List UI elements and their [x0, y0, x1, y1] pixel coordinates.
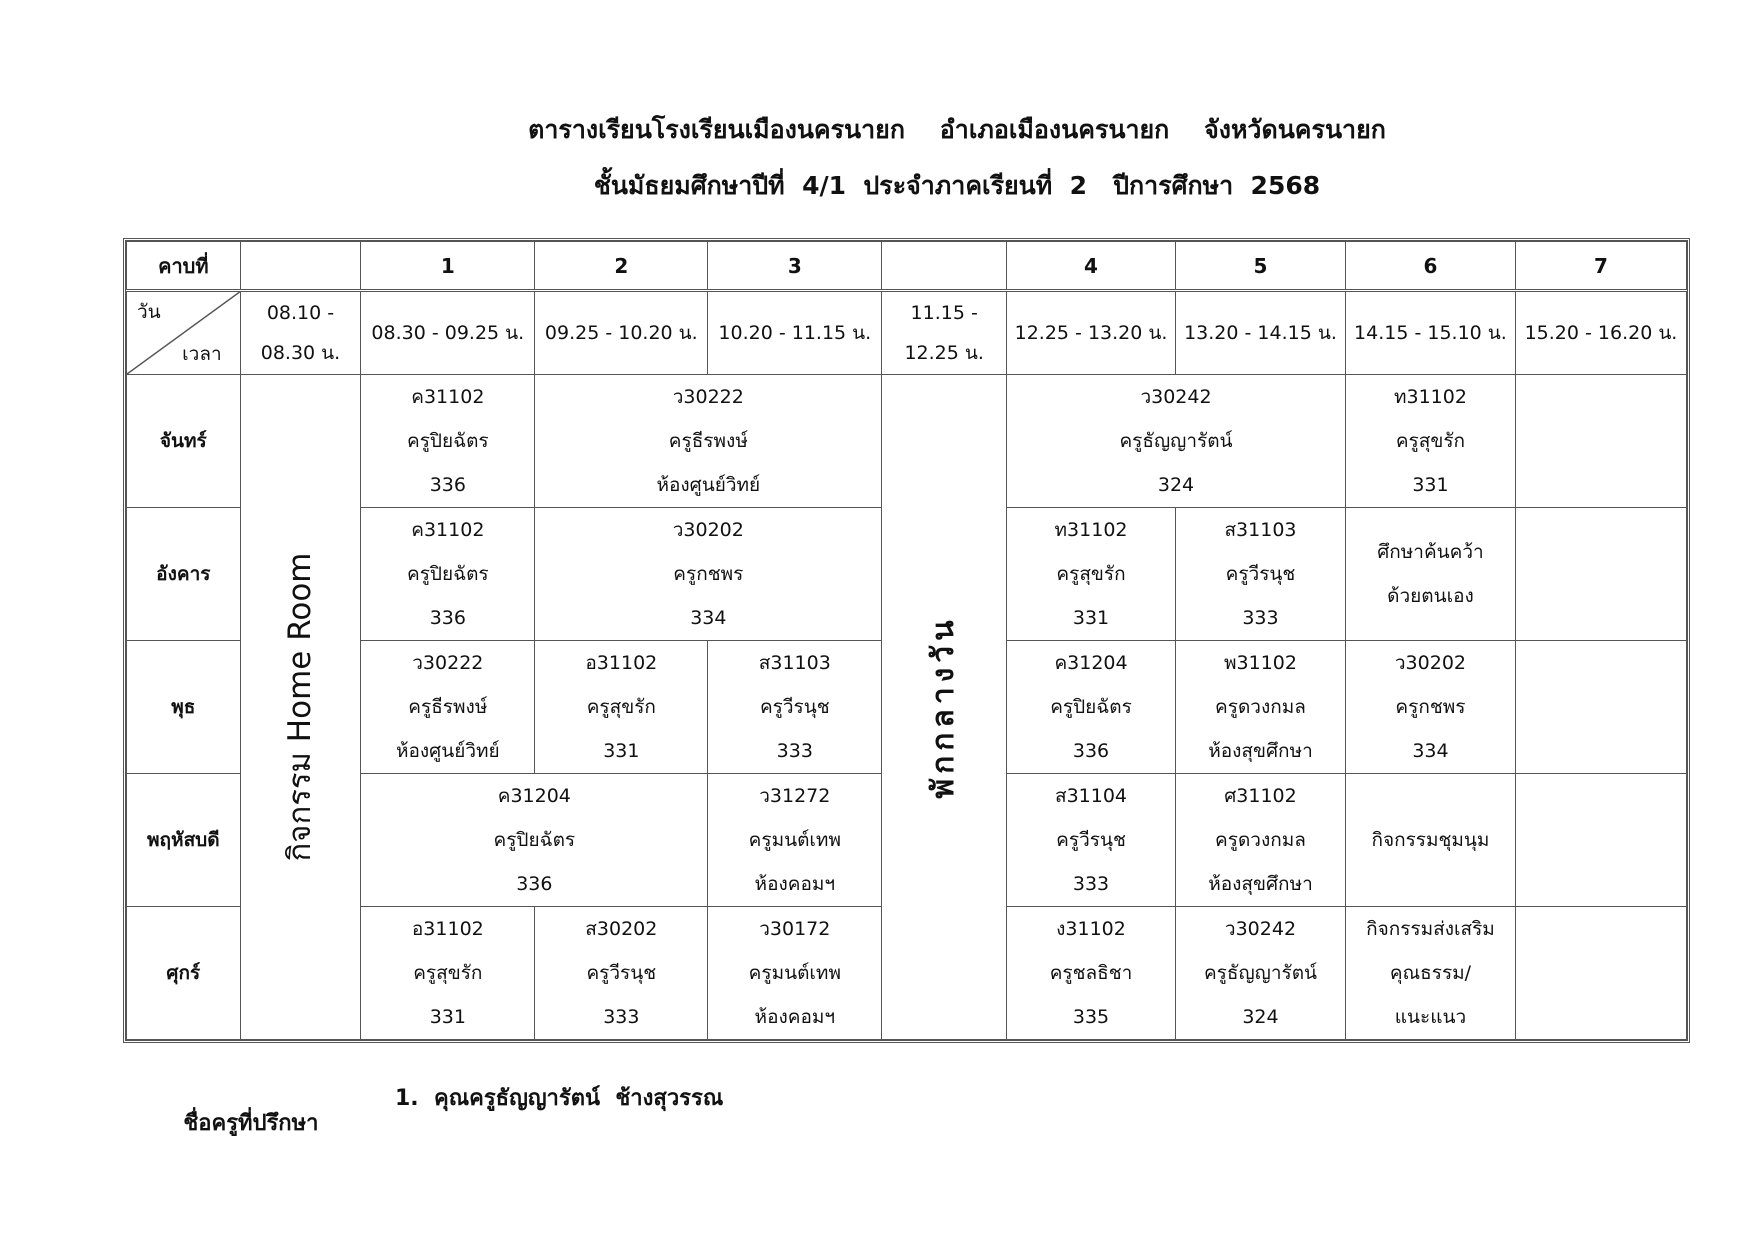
homeroom-time [240, 291, 361, 375]
subject-code: ง31102 [1056, 918, 1126, 940]
advisor-label: ชื่อครูที่ปรึกษา [183, 1111, 319, 1136]
class-cell [708, 641, 882, 774]
class-cell [1007, 375, 1346, 508]
room: 336 [516, 873, 553, 895]
subject-code: ส31103 [758, 652, 831, 674]
subject-code: อ31102 [585, 652, 658, 674]
room: ห้องสุขศึกษา [1208, 740, 1313, 762]
teacher: ครูปิยฉัตร [407, 430, 489, 452]
teacher: ครูกชพร [673, 563, 744, 585]
period-time: 15.20 - 16.20 น. [1515, 291, 1686, 375]
subject-code: ว30242 [1224, 918, 1297, 940]
period-number: 6 [1345, 242, 1515, 291]
time-label: เวลา [182, 343, 222, 365]
room: 333 [603, 1006, 640, 1028]
teacher: ครูวีรนุช [1056, 829, 1126, 851]
period-time: 10.20 - 11.15 น. [708, 291, 882, 375]
period-time: 13.20 - 14.15 น. [1176, 291, 1346, 375]
period-time: 12.25 - 13.20 น. [1007, 291, 1176, 375]
teacher: ครูชลธิชา [1049, 962, 1133, 984]
timetable [126, 241, 1687, 1040]
class-cell [1176, 641, 1346, 774]
subject-code: ค31102 [411, 519, 485, 541]
teacher: ครูสุขรัก [1056, 563, 1126, 585]
class-cell [1345, 375, 1515, 508]
period-time: 08.30 - 09.25 น. [361, 291, 535, 375]
teacher: ครูธัญญารัตน์ [1119, 430, 1233, 452]
day-name: พุธ [127, 641, 241, 774]
subject-code: ว30202 [672, 519, 744, 541]
teacher: ครูปิยฉัตร [407, 563, 489, 585]
time-line: 08.10 - [266, 302, 335, 324]
teacher: ครูวีรนุช [1225, 563, 1296, 585]
empty-cell [1515, 508, 1686, 641]
room: 333 [1242, 607, 1279, 629]
class-cell [1007, 774, 1176, 907]
day-label: วัน [137, 301, 161, 323]
room: 334 [1412, 740, 1449, 762]
advisor-section [168, 1080, 724, 1165]
teacher: ครูดวงกมล [1215, 696, 1306, 718]
period-number: 1 [361, 242, 535, 291]
time-line: 08.30 น. [260, 342, 341, 364]
time-row [127, 291, 1687, 375]
teacher: ครูธีรพงษ์ [408, 696, 488, 718]
subject-code: ค31204 [1054, 652, 1128, 674]
period-label: คาบที่ [127, 242, 241, 291]
day-name: ศุกร์ [127, 907, 241, 1040]
room: ห้องศูนย์วิทย์ [656, 474, 761, 496]
day-time-corner [127, 291, 241, 375]
subject-code: ว30242 [1140, 386, 1212, 408]
room: 336 [1072, 740, 1110, 762]
class-cell [361, 774, 708, 907]
room: 336 [429, 607, 466, 629]
empty-cell [1515, 641, 1686, 774]
class-cell [1345, 907, 1515, 1040]
activity-line: กิจกรรมชุมนุม [1371, 829, 1490, 851]
lunch-cell [882, 375, 1007, 1040]
teacher: ครูวีรนุช [759, 696, 830, 718]
day-name: อังคาร [127, 508, 241, 641]
period-time: 09.25 - 10.20 น. [535, 291, 708, 375]
subject-code: ว31272 [759, 785, 831, 807]
subject-code: พ31102 [1224, 652, 1297, 674]
lunch-header-cell [882, 242, 1007, 291]
teacher: ครูปิยฉัตร [1050, 696, 1132, 718]
activity-line: ด้วยตนเอง [1387, 585, 1474, 607]
period-number: 4 [1007, 242, 1176, 291]
class-cell [361, 375, 535, 508]
room: 333 [1072, 873, 1110, 895]
class-cell [535, 907, 708, 1040]
day-row-monday [127, 375, 1687, 508]
class-cell [1345, 508, 1515, 641]
subject-code: ว30222 [672, 386, 744, 408]
subject-code: ส30202 [585, 918, 658, 940]
room: ห้องคอมฯ [754, 873, 836, 895]
room: 331 [1072, 607, 1110, 629]
class-cell [361, 641, 535, 774]
teacher: ครูดวงกมล [1215, 829, 1306, 851]
time-line: 11.15 - [910, 302, 978, 324]
class-cell [708, 774, 882, 907]
period-time: 14.15 - 15.10 น. [1345, 291, 1515, 375]
class-cell [1176, 907, 1346, 1040]
empty-cell [1515, 907, 1686, 1040]
class-cell [361, 508, 535, 641]
class-cell [1176, 508, 1346, 641]
subject-code: ว30172 [759, 918, 831, 940]
class-cell [1007, 907, 1176, 1040]
subject-code: ท31102 [1054, 519, 1128, 541]
teacher: ครูมนต์เทพ [748, 962, 841, 984]
empty-cell [1515, 375, 1686, 508]
teacher: ครูสุขรัก [1395, 430, 1466, 452]
room: ห้องคอมฯ [754, 1006, 836, 1028]
subject-code: ว30202 [1394, 652, 1467, 674]
room: 333 [776, 740, 813, 762]
class-cell [535, 375, 882, 508]
room: 331 [603, 740, 640, 762]
room: 334 [690, 607, 727, 629]
teacher: ครูมนต์เทพ [748, 829, 841, 851]
day-name: จันทร์ [127, 375, 241, 508]
period-header-row [127, 242, 1687, 291]
class-cell [1345, 774, 1515, 907]
subject-code: อ31102 [411, 918, 484, 940]
class-cell [1007, 508, 1176, 641]
teacher: ครูธีรพงษ์ [668, 430, 748, 452]
teacher: ครูวีรนุช [586, 962, 657, 984]
period-number: 7 [1515, 242, 1686, 291]
homeroom-label: กิจกรรม Home Room [282, 552, 319, 862]
subject-code: ส31104 [1054, 785, 1128, 807]
class-cell [535, 508, 882, 641]
room: 331 [429, 1006, 466, 1028]
room: 331 [1412, 474, 1449, 496]
day-name: พฤหัสบดี [127, 774, 241, 907]
room: 324 [1242, 1006, 1279, 1028]
class-cell [1176, 774, 1346, 907]
room: 335 [1072, 1006, 1110, 1028]
teacher: ครูธัญญารัตน์ [1203, 962, 1318, 984]
class-cell [708, 907, 882, 1040]
subject-code: ท31102 [1393, 386, 1467, 408]
room: ห้องสุขศึกษา [1208, 873, 1313, 895]
homeroom-cell [240, 375, 361, 1040]
subject-code: ศ31102 [1224, 785, 1297, 807]
period-number: 3 [708, 242, 882, 291]
activity-line: กิจกรรมส่งเสริม [1366, 918, 1495, 940]
teacher: ครูกชพร [1395, 696, 1466, 718]
period-number: 2 [535, 242, 708, 291]
lunch-time [882, 291, 1007, 375]
teacher: ครูปิยฉัตร [493, 829, 576, 851]
activity-line: คุณธรรม/ [1389, 962, 1472, 984]
class-cell [361, 907, 535, 1040]
class-cell [1007, 641, 1176, 774]
empty-cell [1515, 774, 1686, 907]
subject-code: ส31103 [1224, 519, 1297, 541]
room: ห้องศูนย์วิทย์ [395, 740, 500, 762]
lunch-label: พักกลางวัน [926, 615, 962, 799]
class-cell [535, 641, 708, 774]
time-line: 12.25 น. [904, 342, 984, 364]
activity-line: แนะแนว [1394, 1006, 1467, 1028]
page-title: ตารางเรียนโรงเรียนเมืองนครนายก อำเภอเมืองนครนายก จังหวัดนครนายก [528, 115, 1386, 144]
class-cell [1345, 641, 1515, 774]
activity-line: ศึกษาค้นคว้า [1377, 541, 1484, 563]
page-subtitle: ชั้นมัธยมศึกษาปีที่ 4/1 ประจำภาคเรียนที่ 2 ปีการศึกษา 2568 [593, 171, 1321, 200]
teacher: ครูสุขรัก [413, 962, 483, 984]
homeroom-header-cell [240, 242, 361, 291]
subject-code: ค31102 [411, 386, 485, 408]
room: 336 [429, 474, 466, 496]
advisor-name: 1. คุณครูธัญญารัตน์ ช้างสุวรรณ [395, 1086, 724, 1111]
room: 324 [1157, 474, 1195, 496]
period-number: 5 [1176, 242, 1346, 291]
subject-code: ว30222 [412, 652, 484, 674]
subject-code: ค31204 [497, 785, 571, 807]
teacher: ครูสุขรัก [586, 696, 656, 718]
